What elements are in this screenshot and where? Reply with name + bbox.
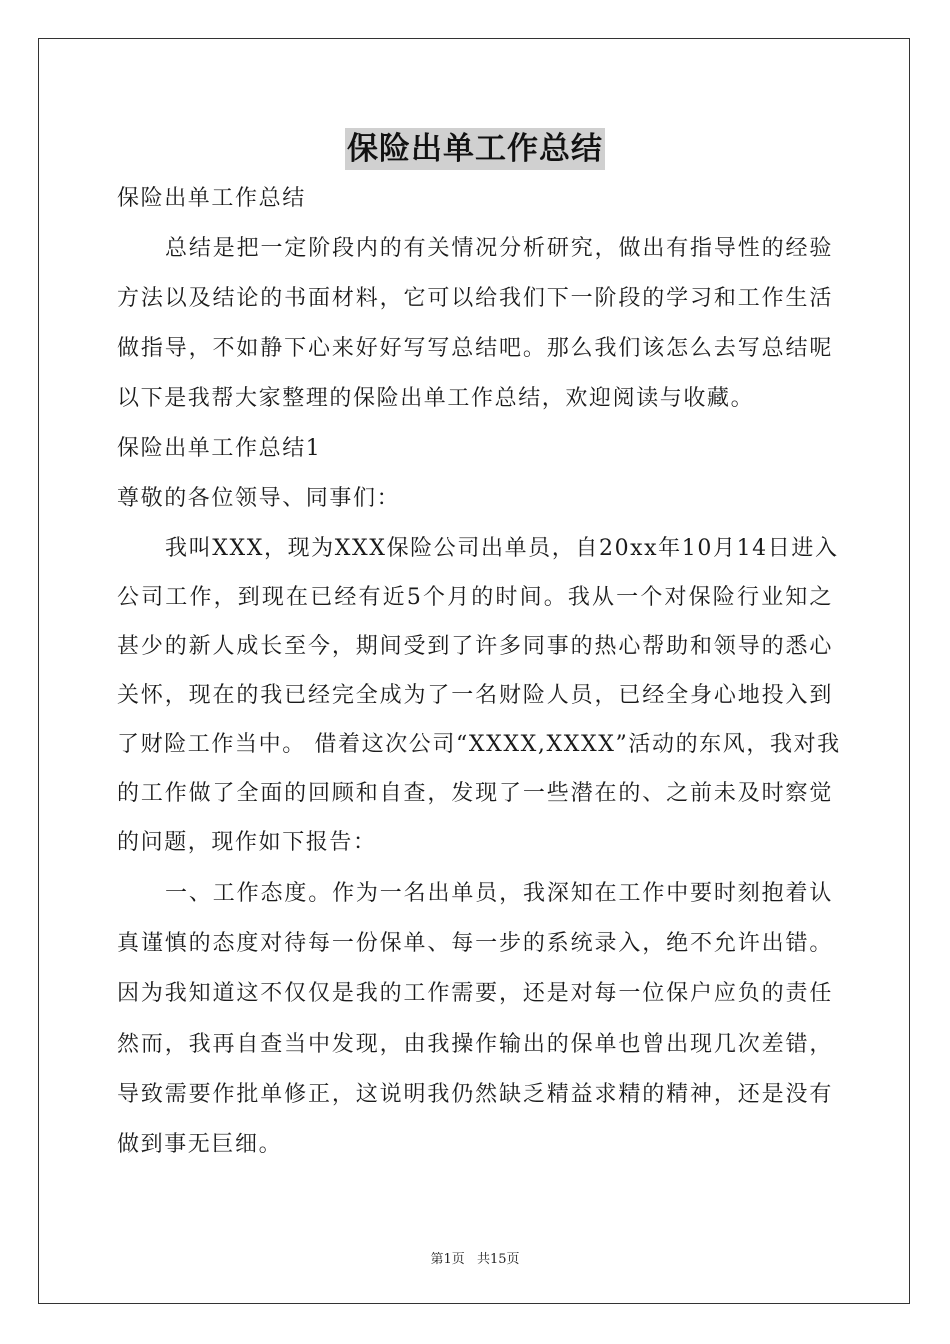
paragraph-line: 关怀，现在的我已经完全成为了一名财险人员，已经全身心地投入到 [117, 683, 833, 708]
paragraph-line: 一、工作态度。作为一名出单员，我深知在工作中要时刻抱着认 [165, 881, 833, 906]
page-footer [0, 1248, 950, 1267]
paragraph-line: 的工作做了全面的回顾和自查，发现了一些潜在的、之前未及时察觉 [117, 781, 833, 806]
intro-line: 做指导，不如静下心来好好写写总结吧。那么我们该怎么去写总结呢 [117, 336, 833, 361]
page-border [38, 38, 910, 1304]
paragraph-line: 做到事无巨细。 [117, 1132, 283, 1157]
document-subtitle: 保险出单工作总结 [117, 186, 306, 211]
page-total: 共15页 [476, 1252, 520, 1267]
document-title: 保险出单工作总结 [345, 128, 605, 170]
paragraph-line: 因为我知道这不仅仅是我的工作需要，还是对每一位保户应负的责任 [117, 981, 833, 1006]
paragraph-line: 真谨慎的态度对待每一份保单、每一步的系统录入，绝不允许出错。 [117, 931, 833, 956]
greeting-line: 尊敬的各位领导、同事们： [117, 486, 401, 511]
intro-line: 方法以及结论的书面材料，它可以给我们下一阶段的学习和工作生活 [117, 286, 833, 311]
paragraph-line: 公司工作，到现在已经有近5个月的时间。我从一个对保险行业知之 [117, 585, 833, 610]
paragraph-line: 了财险工作当中。 借着这次公司“XXXX,XXXX”活动的东风，我对我 [117, 732, 841, 757]
intro-line: 总结是把一定阶段内的有关情况分析研究，做出有指导性的经验 [165, 236, 833, 261]
paragraph-line: 导致需要作批单修正，这说明我仍然缺乏精益求精的精神，还是没有 [117, 1082, 833, 1107]
intro-line: 以下是我帮大家整理的保险出单工作总结，欢迎阅读与收藏。 [117, 386, 755, 411]
page-number: 第1页 [430, 1252, 465, 1267]
paragraph-line: 甚少的新人成长至今，期间受到了许多同事的热心帮助和领导的悉心 [117, 634, 833, 659]
paragraph-line: 的问题，现作如下报告： [117, 830, 377, 855]
title-container [0, 128, 950, 170]
paragraph-line: 我叫XXX，现为XXX保险公司出单员，自20xx年10月14日进入 [165, 536, 839, 561]
section-heading: 保险出单工作总结1 [117, 436, 322, 461]
paragraph-line: 然而，我再自查当中发现，由我操作输出的保单也曾出现几次差错， [117, 1032, 833, 1057]
